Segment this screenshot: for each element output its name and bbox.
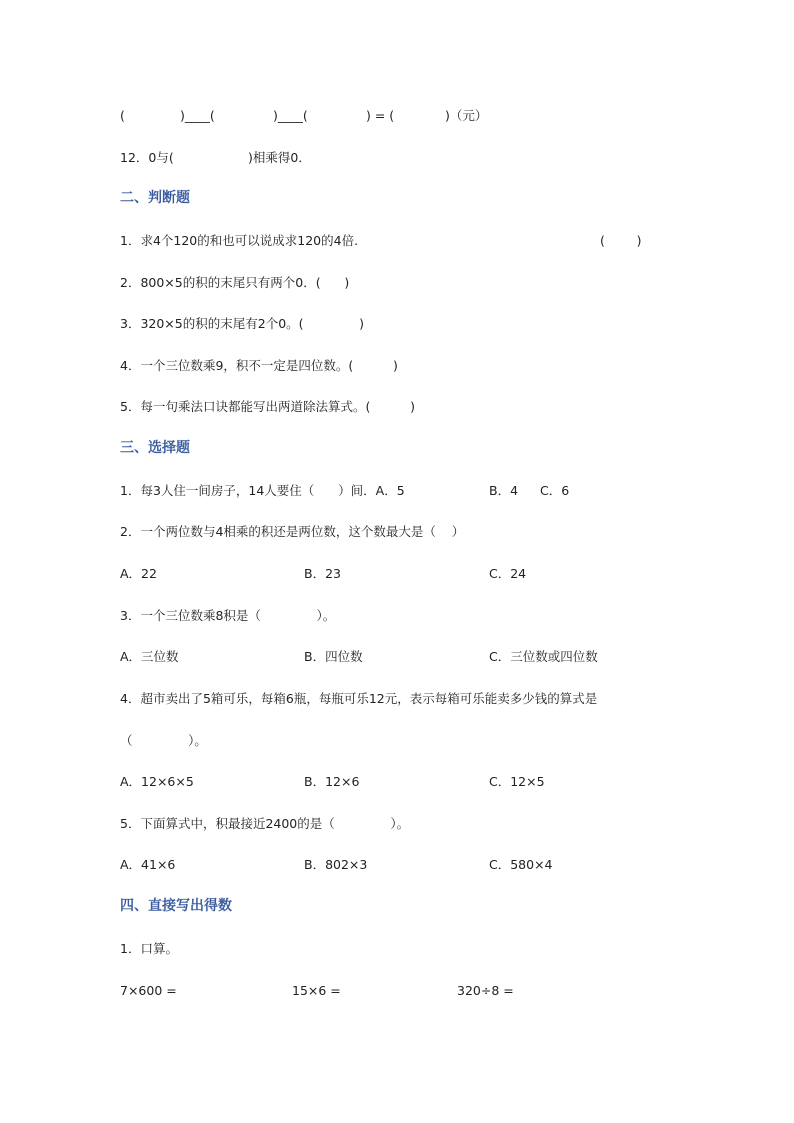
judge-q2-text: 2．800×5的积的末尾只有两个0．( ) [120,275,350,290]
choice-q5-option-b: B．802×3 [304,857,368,872]
choice-q3-option-a: A．三位数 [120,649,179,664]
paren-open-1: ( [120,108,125,123]
judge-q2 [0,274,350,292]
choice-q4-options [0,773,545,791]
choice-q3-option-b: B．四位数 [304,649,363,664]
choice-q5 [0,815,410,833]
question-12 [0,149,311,167]
choice-q2-option-a: A．22 [120,566,157,581]
direct-q1 [0,940,178,958]
judge-q3 [0,315,365,333]
choice-q3-stem: 3．一个三位数乘8积是（ ）。 [120,608,336,623]
choice-q3-options [0,648,598,666]
choice-q4-paren [0,732,207,750]
yuan-unit: )（元） [445,108,488,123]
choice-q4-option-a: A．12×6×5 [120,774,194,789]
choice-q3 [0,607,336,625]
choice-q5-option-a: A．41×6 [120,857,176,872]
section-choice-title: 三、选择题 [120,440,190,456]
exercise-3: 320÷8 = [457,983,514,998]
choice-q5-options [0,856,553,874]
choice-q5-stem: 5．下面算式中，积最接近2400的是（ ）。 [120,816,410,831]
section-direct-title: 四、直接写出得数 [120,898,232,914]
section-judge-title: 二、判断题 [120,190,190,206]
direct-q1-exercises [0,982,514,1000]
question-12-text-a: 12．0与( [120,150,174,165]
choice-q5-option-c: C．580×4 [489,857,553,872]
choice-q1 [0,482,570,500]
equals-paren: ) = ( [366,108,395,123]
fill-in-money-line [0,107,488,125]
question-12-text-b: )相乘得0． [248,150,311,165]
judge-q5 [0,398,415,416]
choice-q4 [0,690,598,708]
choice-q2 [0,523,465,541]
direct-q1-text: 1．口算。 [120,941,178,956]
choice-q4-option-c: C．12×5 [489,774,545,789]
judge-q3-text: 3．320×5的积的末尾有2个0。( ) [120,316,365,331]
paren-blank-3: )____( [273,108,308,123]
choice-q1-option-b: B．4 [489,483,519,498]
choice-q1-stem: 1．每3人住一间房子，14人要住（ ）间．A．5 [120,483,405,498]
choice-q1-option-c: C．6 [540,483,570,498]
judge-q5-text: 5．每一句乘法口诀都能写出两道除法算式。( ) [120,399,415,414]
judge-q1-answer: ( ) [600,233,642,248]
choice-q2-option-c: C．24 [489,566,527,581]
judge-q4 [0,357,398,375]
choice-q2-stem: 2．一个两位数与4相乘的积还是两位数，这个数最大是（ ） [120,524,465,539]
judge-q1-text: 1．求4个120的和也可以说成求120的4倍. [120,233,359,248]
choice-q4-stem: 4．超市卖出了5箱可乐，每箱6瓶，每瓶可乐12元，表示每箱可乐能卖多少钱的算式是 [120,691,598,706]
choice-q3-option-c: C．三位数或四位数 [489,649,598,664]
choice-q4-answer: （ ）。 [120,733,207,748]
choice-q2-options [0,565,527,583]
choice-q2-option-b: B．23 [304,566,341,581]
paren-blank-2: )____( [180,108,215,123]
exercise-2: 15×6 = [292,983,341,998]
choice-q4-option-b: B．12×6 [304,774,360,789]
exercise-1: 7×600 = [120,983,177,998]
judge-q4-text: 4．一个三位数乘9，积不一定是四位数。( ) [120,358,398,373]
judge-q1 [0,232,642,250]
